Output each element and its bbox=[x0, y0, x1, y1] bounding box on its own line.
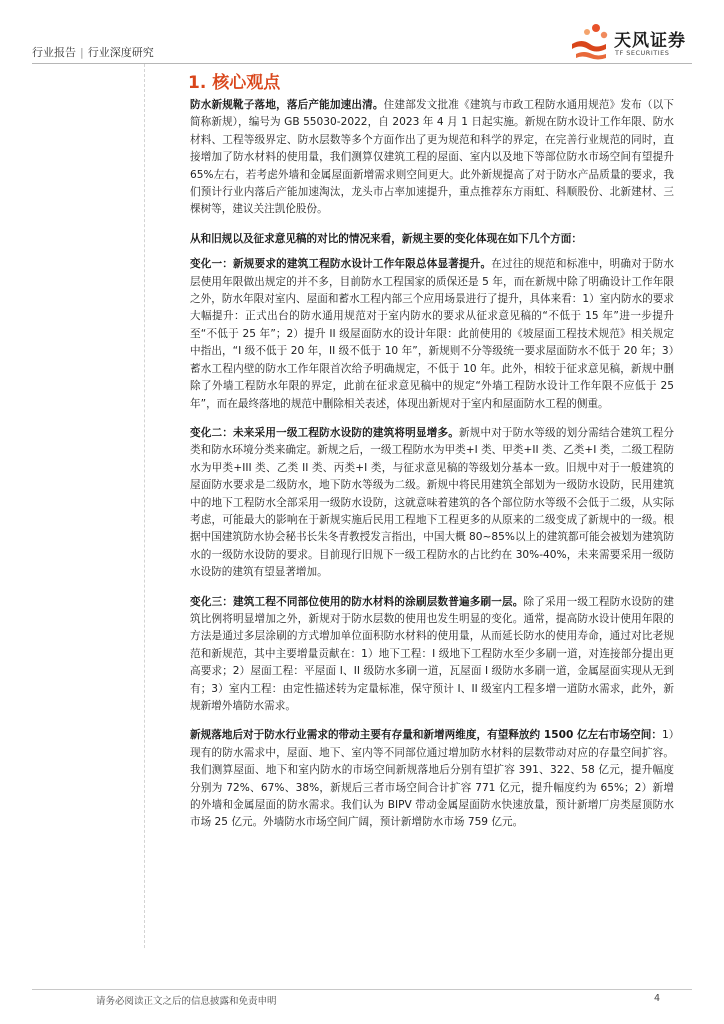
page-number: 4 bbox=[654, 993, 661, 1004]
report-type: 行业报告 bbox=[32, 46, 76, 59]
paragraph-text: 在过往的规范和标准中，明确对于防水层使用年限做出规定的并不多，目前防水工程国家的质保还是 5 年，而在新规中除了明确设计工作年限之外，防水年限对室内、屋面和蓄水工程内部三个应用场景进行了提升，具体来看：1）室内防水的要求大幅提升：正式出台的防水通用规范对于室内防水的要求从征求意见稿的“不低于 15 年”进一步提升至“不低于 25 年”；2）提升 II 级屋面防水的设计年限：此前使用的《坡屋面工程技术规范》相关规定中指出，“I 级不低于 20 年，II 级不低于 10 年”，新规则不分等级统一要求屋面防水不低于 20 年；3）蓄水工程内壁的防水工作年限首次给予明确规定，不低于 10 年。此外，相较于征求意见稿，新规中删除了外墙工程防水年限的界定，此前在征求意见稿中的规定“外墙工程防水设计工作年限不应低于 25 年”，而在最终落地的规范中删除相关表述，体现出新规对于室内和屋面防水工程的侧重。 bbox=[190, 258, 675, 410]
paragraph-lead: 从和旧规以及征求意见稿的对比的情况来看，新规主要的变化体现在如下几个方面： bbox=[190, 232, 582, 245]
header-divider bbox=[32, 63, 692, 64]
paragraph-text: 除了采用一级工程防水设防的建筑比例将明显增加之外，新规对于防水层数的使用也发生明显的变化。通常，提高防水设计使用年限的方法是通过多层涂刷的方式增加单位面积防水材料的使用量，从而延长防水的使用寿命，通过对比老规范和新规范，其中主要增量贡献在：1）地下工程：I 级地下工程防水至少多刷一道，对连接部分提出更高要求；2）屋面工程：平屋面 I、II 级防水多刷一道，瓦屋面 I 级防水多刷一道，金属屋面实现从无到有；3）室内工程：由定性描述转为定量标准，保守预计 I、II 级室内工程多增一道防水需求，此外，新规新增外墙防水需求。 bbox=[190, 595, 675, 712]
paragraph-core-view bbox=[190, 97, 674, 219]
paragraph-lead: 变化一：新规要求的建筑工程防水设计工作年限总体显著提升。 bbox=[190, 258, 492, 271]
report-body bbox=[190, 97, 674, 844]
report-subtype: 行业深度研究 bbox=[87, 46, 154, 59]
paragraph-market-space bbox=[190, 727, 674, 831]
margin-guide-line bbox=[144, 64, 145, 948]
paragraph-lead: 新规落地后对于防水行业需求的带动主要有存量和新增两维度，有望释放约 1500 亿左右市场空间： bbox=[190, 729, 662, 742]
footer-disclaimer: 请务必阅读正文之后的信息披露和免责申明 bbox=[96, 996, 277, 1007]
company-name-cn: 天风证券 bbox=[614, 31, 686, 51]
paragraph-text: 1）现有的防水需求中，屋面、地下、室内等不同部位通过增加防水材料的层数带动对应的存量空间扩容。我们测算屋面、地下和室内防水的市场空间新规落地后分别有望扩容 391、322、58 亿元，提升幅度分别为 72%、67%、38%，新规后三者市场空间合计扩容 771 亿元，提升幅度约为 65%；2）新增的外墙和金属屋面的防水需求。我们认为 BIPV 带动金属屋面防水快速放量，预计新增厂房类屋顶防水市场 25 亿元。外墙防水市场空间广阔，预计新增防水市场 759 亿元。 bbox=[190, 729, 674, 829]
company-logo bbox=[566, 20, 706, 64]
paragraph-comparison-intro bbox=[190, 231, 674, 248]
header-separator: | bbox=[80, 46, 84, 59]
paragraph-change-three bbox=[190, 594, 674, 716]
section-title: 1. 核心观点 bbox=[188, 73, 281, 93]
paragraph-change-two bbox=[190, 425, 674, 582]
company-name-en: TF SECURITIES bbox=[615, 49, 670, 57]
paragraph-text: 新规中对于防水等级的划分需结合建筑工程分类和防水环境分类来确定。新规之后，一级工程防水为甲类+I 类、甲类+II 类、乙类+I 类，二级工程防水为甲类+III 类、乙类 II 类、丙类+I 类，与征求意见稿的等级划分基本一致。旧规中对于一般建筑的屋面防水要求是二级防水，地下防水等级为二级。新规中将民用建筑全部划为一级防水设防，民用建筑中的地下工程防水全部采用一级防水设防，这就意味着建筑的各个部位防水等级不会低于二级，从实际考虑，可能最大的影响在于新规实施后民用工程地下工程更多的从原来的二级变成了新规中的一级。根据中国建筑防水协会秘书长朱冬青教授发言指出，中国大概 80~85%以上的建筑都可能会被划为建筑防水的一级防水设防的要求。目前现行旧规下一级工程防水的占比约在 30%-40%，未来需要采用一级防水设防的建筑有望显著增加。 bbox=[190, 426, 675, 579]
company-logo-icon bbox=[566, 22, 610, 62]
footer-divider bbox=[32, 989, 692, 990]
report-category bbox=[32, 44, 154, 60]
paragraph-change-one bbox=[190, 256, 674, 413]
paragraph-text: 住建部发文批准《建筑与市政工程防水通用规范》发布（以下简称新规），编号为 GB 55030-2022，自 2023 年 4 月 1 日起实施。新规在防水设计工作年限、防水材料、工程等级界定、防水层数等多个方面作出了更为规范和科学的界定，在完善行业规范的同时，直接增加了防水材料的使用量，我们测算仅建筑工程的屋面、室内以及地下等部位防水市场空间有望提升 65%左右，若考虑外墙和金属屋面新增需求则空间更大。此外新规提高了对于防水产品质量的要求，我们预计行业内落后产能加速淘汰，龙头市占率加速提升，重点推荐东方雨虹、科顺股份、北新建材、三棵树等，建议关注凯伦股份。 bbox=[190, 99, 675, 216]
paragraph-lead: 变化二：未来采用一级工程防水设防的建筑将明显增多。 bbox=[190, 426, 459, 439]
paragraph-lead: 防水新规靴子落地，落后产能加速出清。 bbox=[190, 99, 384, 111]
paragraph-lead: 变化三：建筑工程不同部位使用的防水材料的涂刷层数普遍多刷一层。 bbox=[190, 595, 524, 608]
